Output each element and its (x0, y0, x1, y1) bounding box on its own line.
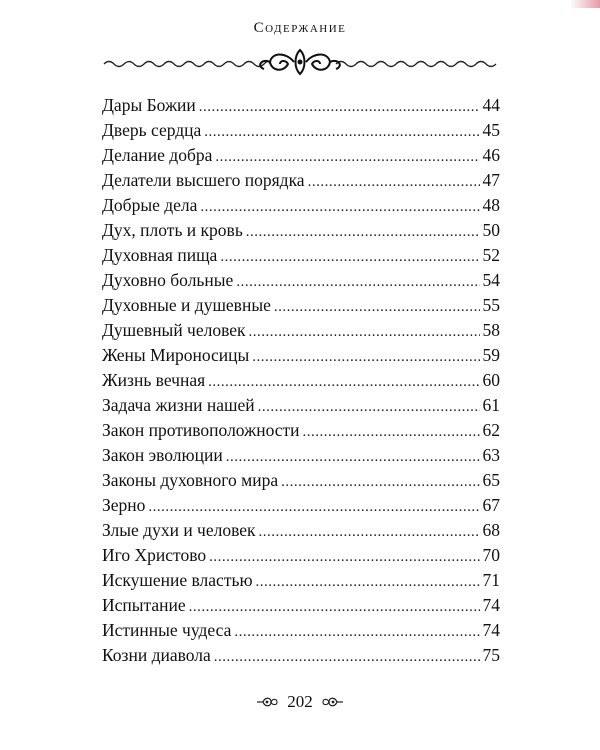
toc-entry (102, 268, 500, 293)
toc-entry-page: 74 (482, 620, 500, 640)
ornament-divider-icon (100, 44, 500, 80)
toc-entry-page: 59 (482, 345, 500, 365)
footer-left-ornament-icon (255, 694, 281, 710)
toc-entry-title: Духовная пища (102, 245, 218, 265)
toc-entry-title: Закон противоположности (102, 420, 300, 440)
toc-entry-page: 58 (482, 320, 500, 340)
toc-leader-dots (308, 170, 480, 195)
toc-entry-page: 60 (482, 370, 500, 390)
toc-entry-title: Дверь сердца (102, 120, 202, 140)
toc-entry-page: 68 (482, 520, 500, 540)
toc-entry (102, 93, 500, 118)
toc-leader-dots (234, 620, 479, 645)
toc-leader-dots (274, 295, 480, 320)
toc-entry-title: Закон эволюции (102, 445, 223, 465)
toc-entry-page: 46 (482, 145, 500, 165)
toc-leader-dots (258, 395, 480, 420)
toc-entry-title: Искушение властью (102, 570, 253, 590)
toc-leader-dots (226, 445, 480, 470)
footer-right-ornament-icon (319, 694, 345, 710)
toc-entry-title: Зерно (102, 495, 146, 515)
toc-entry (102, 543, 500, 568)
toc-entry-page: 48 (482, 195, 500, 215)
toc-leader-dots (199, 95, 480, 120)
toc-entry-title: Жизнь вечная (102, 370, 206, 390)
toc-entry (102, 493, 500, 518)
toc-leader-dots (189, 595, 480, 620)
toc-entry-title: Дары Божии (102, 95, 196, 115)
toc-entry-page: 50 (482, 220, 500, 240)
toc-entry (102, 168, 500, 193)
toc-entry-page: 54 (482, 270, 500, 290)
toc-entry-page: 45 (482, 120, 500, 140)
toc-entry (102, 568, 500, 593)
toc-entry-page: 75 (482, 645, 500, 665)
toc-leader-dots (209, 545, 479, 570)
page-corner-mark (570, 0, 600, 8)
toc-entry (102, 418, 500, 443)
toc-leader-dots (214, 645, 480, 670)
toc-entry-title: Злые духи и человек (102, 520, 256, 540)
toc-entry (102, 318, 500, 343)
toc-leader-dots (252, 345, 479, 370)
toc-entry (102, 518, 500, 543)
toc-entry-page: 62 (482, 420, 500, 440)
page-footer (0, 692, 600, 712)
page-header-title: Содержание (253, 20, 347, 36)
toc-entry (102, 218, 500, 243)
toc-entry-page: 61 (482, 395, 500, 415)
toc-entry (102, 618, 500, 643)
toc-leader-dots (208, 370, 479, 395)
toc-entry-title: Душевный человек (102, 320, 246, 340)
toc-entry-title: Испытание (102, 595, 186, 615)
toc-entry (102, 193, 500, 218)
toc-entry-page: 74 (482, 595, 500, 615)
toc-leader-dots (246, 220, 480, 245)
toc-entry-title: Законы духовного мира (102, 470, 279, 490)
toc-entry-page: 70 (482, 545, 500, 565)
toc-entry-title: Козни диавола (102, 645, 211, 665)
toc-entry (102, 243, 500, 268)
toc-entry (102, 393, 500, 418)
toc-leader-dots (215, 145, 479, 170)
toc-leader-dots (220, 245, 479, 270)
toc-leader-dots (303, 420, 480, 445)
toc-entry-page: 55 (482, 295, 500, 315)
toc-entry (102, 443, 500, 468)
page-number: 202 (287, 692, 313, 711)
table-of-contents (102, 93, 500, 668)
toc-entry-page: 65 (482, 470, 500, 490)
toc-entry-title: Делатели высшего порядка (102, 170, 305, 190)
toc-entry-page: 71 (482, 570, 500, 590)
toc-entry-page: 47 (482, 170, 500, 190)
toc-entry-title: Духовно больные (102, 270, 234, 290)
toc-entry-title: Иго Христово (102, 545, 207, 565)
toc-entry (102, 468, 500, 493)
toc-entry-title: Делание добра (102, 145, 213, 165)
toc-entry-title: Истинные чудеса (102, 620, 232, 640)
toc-leader-dots (204, 120, 479, 145)
toc-entry-title: Жены Мироносицы (102, 345, 250, 365)
toc-entry-page: 67 (482, 495, 500, 515)
toc-entry (102, 143, 500, 168)
toc-entry-title: Задача жизни нашей (102, 395, 255, 415)
toc-entry-title: Духовные и душевные (102, 295, 271, 315)
toc-leader-dots (148, 495, 479, 520)
toc-entry (102, 643, 500, 668)
toc-entry (102, 593, 500, 618)
toc-entry-title: Добрые дела (102, 195, 198, 215)
toc-entry (102, 293, 500, 318)
toc-leader-dots (256, 570, 480, 595)
toc-entry (102, 343, 500, 368)
toc-entry-page: 52 (482, 245, 500, 265)
toc-leader-dots (200, 195, 479, 220)
toc-entry (102, 368, 500, 393)
toc-entry-page: 44 (482, 95, 500, 115)
toc-leader-dots (249, 320, 480, 345)
toc-leader-dots (259, 520, 480, 545)
toc-leader-dots (281, 470, 479, 495)
toc-leader-dots (236, 270, 479, 295)
toc-entry-title: Дух, плоть и кровь (102, 220, 243, 240)
toc-entry (102, 118, 500, 143)
toc-entry-page: 63 (482, 445, 500, 465)
